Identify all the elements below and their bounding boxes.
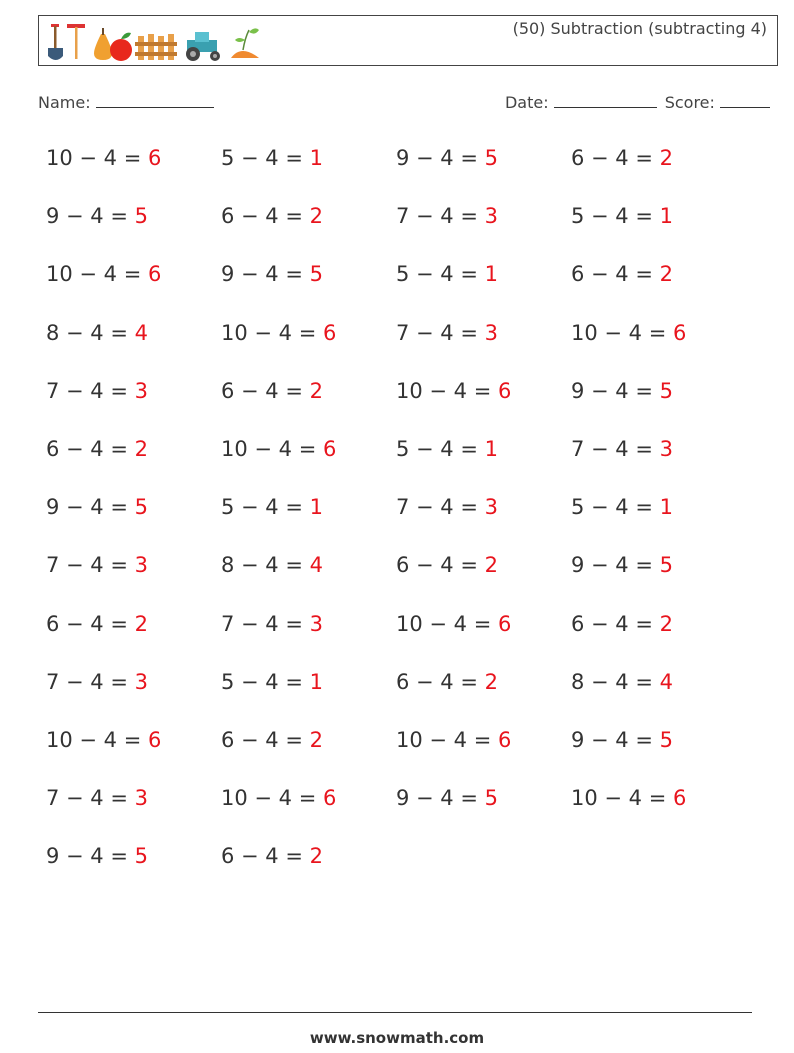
problem-answer: 1 xyxy=(309,146,323,170)
problem-item xyxy=(46,204,148,228)
score-blank[interactable] xyxy=(720,93,770,108)
problem-item xyxy=(46,146,161,170)
problem-answer: 1 xyxy=(484,437,498,461)
problem-answer: 5 xyxy=(134,844,148,869)
problem-question: 5 − 4 = xyxy=(571,495,660,520)
problem-question: 7 − 4 = xyxy=(396,495,485,520)
problem-question: 9 − 4 = xyxy=(571,553,660,578)
problem-answer: 2 xyxy=(659,262,673,287)
footer-divider xyxy=(38,1012,752,1013)
problem-answer: 6 xyxy=(672,320,687,345)
problem-answer: 2 xyxy=(309,378,323,403)
problem-item xyxy=(571,553,673,577)
problem-item xyxy=(46,670,148,694)
problem-question: 9 − 4 = xyxy=(571,378,660,403)
problem-question: 9 − 4 = xyxy=(571,728,660,752)
problem-item xyxy=(571,612,673,636)
problem-question: 7 − 4 = xyxy=(46,553,135,578)
problem-answer: 3 xyxy=(134,669,148,694)
problem-answer: 5 xyxy=(309,262,323,287)
problem-answer: 6 xyxy=(147,262,162,287)
footer-website: www.snowmath.com xyxy=(309,1029,485,1047)
problem-answer: 1 xyxy=(309,495,323,520)
problem-question: 7 − 4 = xyxy=(221,611,310,636)
problem-question: 5 − 4 = xyxy=(396,437,485,461)
problem-question: 7 − 4 = xyxy=(46,378,135,403)
problem-item xyxy=(221,204,323,228)
problem-item xyxy=(221,612,323,636)
problem-item xyxy=(396,612,511,636)
problem-item xyxy=(396,321,498,345)
problem-question: 6 − 4 = xyxy=(46,611,135,636)
problem-item xyxy=(396,786,498,810)
problem-question: 5 − 4 = xyxy=(221,669,310,694)
problem-item xyxy=(396,146,498,170)
problem-question: 7 − 4 = xyxy=(396,320,485,345)
problem-answer: 4 xyxy=(134,320,148,345)
problem-answer: 2 xyxy=(309,844,323,869)
problem-answer: 2 xyxy=(484,553,498,578)
problem-answer: 1 xyxy=(659,204,673,229)
problem-question: 9 − 4 = xyxy=(221,262,310,287)
problem-answer: 6 xyxy=(322,786,337,811)
problem-question: 7 − 4 = xyxy=(46,786,135,811)
problem-item xyxy=(221,670,323,694)
problem-question: 10 − 4 = xyxy=(571,786,673,811)
problem-question: 6 − 4 = xyxy=(221,378,310,403)
problem-item xyxy=(396,204,498,228)
problem-item xyxy=(571,379,673,403)
problem-item xyxy=(46,844,148,868)
problem-item xyxy=(221,553,323,577)
problem-question: 7 − 4 = xyxy=(571,437,660,461)
problem-item xyxy=(571,204,673,228)
problem-question: 10 − 4 = xyxy=(221,320,323,345)
problem-answer: 3 xyxy=(659,437,673,461)
problem-answer: 1 xyxy=(659,495,673,520)
problem-question: 9 − 4 = xyxy=(396,146,485,170)
peach-icon xyxy=(231,28,259,58)
problem-answer: 5 xyxy=(134,204,148,229)
problem-question: 10 − 4 = xyxy=(46,728,148,752)
problem-question: 5 − 4 = xyxy=(221,146,310,170)
problem-answer: 5 xyxy=(659,728,673,752)
problem-item xyxy=(571,437,673,461)
problem-question: 8 − 4 = xyxy=(221,553,310,578)
problem-answer: 6 xyxy=(147,728,162,752)
problem-item xyxy=(571,728,673,752)
problem-answer: 5 xyxy=(659,553,673,578)
tractor-icon xyxy=(186,32,220,61)
problem-question: 10 − 4 = xyxy=(221,437,323,461)
problem-answer: 3 xyxy=(484,495,498,520)
problem-question: 6 − 4 = xyxy=(396,553,485,578)
worksheet-title: (50) Subtraction (subtracting 4) xyxy=(512,19,767,38)
problem-answer: 2 xyxy=(309,204,323,229)
problem-item xyxy=(46,495,148,519)
problem-question: 10 − 4 = xyxy=(396,611,498,636)
date-label: Date: xyxy=(504,93,549,112)
problem-answer: 5 xyxy=(134,495,148,520)
problem-item xyxy=(571,786,686,810)
problem-item xyxy=(46,786,148,810)
name-label: Name: xyxy=(38,93,91,112)
problem-question: 5 − 4 = xyxy=(571,204,660,229)
problem-item xyxy=(396,728,511,752)
problem-question: 6 − 4 = xyxy=(46,437,135,461)
name-blank[interactable] xyxy=(96,93,214,108)
problem-item xyxy=(46,321,148,345)
problem-question: 8 − 4 = xyxy=(571,669,660,694)
problem-answer: 2 xyxy=(134,437,148,461)
problem-question: 9 − 4 = xyxy=(396,786,485,811)
problem-question: 6 − 4 = xyxy=(571,611,660,636)
problem-question: 6 − 4 = xyxy=(571,262,660,287)
problem-answer: 3 xyxy=(134,786,148,811)
problem-question: 6 − 4 = xyxy=(221,204,310,229)
date-blank[interactable] xyxy=(554,93,657,108)
pear-icon xyxy=(94,28,112,60)
problem-answer: 5 xyxy=(484,786,498,811)
date-field xyxy=(505,93,657,112)
problem-answer: 3 xyxy=(134,553,148,578)
problem-question: 5 − 4 = xyxy=(396,262,485,287)
problem-question: 10 − 4 = xyxy=(571,320,673,345)
problem-question: 9 − 4 = xyxy=(46,495,135,520)
problem-answer: 1 xyxy=(309,669,323,694)
date-score-fields xyxy=(505,93,770,112)
problem-answer: 3 xyxy=(484,204,498,229)
problem-item xyxy=(396,553,498,577)
worksheet-header xyxy=(38,15,778,66)
problem-answer: 2 xyxy=(659,146,673,170)
problem-item xyxy=(221,146,323,170)
problem-item xyxy=(221,379,323,403)
problem-answer: 6 xyxy=(322,320,337,345)
problem-question: 10 − 4 = xyxy=(396,728,498,752)
problem-answer: 2 xyxy=(309,728,323,752)
problem-answer: 4 xyxy=(309,553,323,578)
problem-question: 7 − 4 = xyxy=(396,204,485,229)
problem-question: 10 − 4 = xyxy=(46,262,148,287)
rake-icon xyxy=(67,24,85,59)
problem-question: 9 − 4 = xyxy=(46,204,135,229)
problem-answer: 6 xyxy=(322,437,337,461)
problem-question: 7 − 4 = xyxy=(46,669,135,694)
problem-question: 10 − 4 = xyxy=(396,378,498,403)
problem-item xyxy=(221,321,336,345)
problem-answer: 6 xyxy=(497,728,512,752)
problem-question: 6 − 4 = xyxy=(396,669,485,694)
problem-answer: 6 xyxy=(147,146,162,170)
problem-answer: 3 xyxy=(309,611,323,636)
apple-icon xyxy=(110,33,132,61)
problem-answer: 4 xyxy=(659,669,673,694)
name-field xyxy=(38,93,214,112)
problem-answer: 5 xyxy=(659,378,673,403)
problem-question: 10 − 4 = xyxy=(46,146,148,170)
problem-question: 6 − 4 = xyxy=(221,844,310,869)
score-label: Score: xyxy=(664,93,715,112)
problem-item xyxy=(221,728,323,752)
problem-answer: 6 xyxy=(672,786,687,811)
problem-item xyxy=(571,495,673,519)
problem-item xyxy=(221,495,323,519)
problem-item xyxy=(46,553,148,577)
problem-question: 5 − 4 = xyxy=(221,495,310,520)
problem-item xyxy=(396,437,498,461)
problem-item xyxy=(571,670,673,694)
problem-answer: 5 xyxy=(484,146,498,170)
problem-item xyxy=(571,262,673,286)
problem-question: 10 − 4 = xyxy=(221,786,323,811)
problem-answer: 2 xyxy=(659,611,673,636)
problem-answer: 3 xyxy=(484,320,498,345)
problem-item xyxy=(46,379,148,403)
shovel-icon xyxy=(48,24,63,60)
problem-item xyxy=(46,612,148,636)
header-icons xyxy=(43,20,273,64)
problem-item xyxy=(396,495,498,519)
score-field xyxy=(665,93,770,112)
problem-answer: 1 xyxy=(484,262,498,287)
problem-question: 6 − 4 = xyxy=(221,728,310,752)
problem-item xyxy=(221,437,336,461)
problem-item xyxy=(46,728,161,752)
problem-item xyxy=(46,262,161,286)
problem-item xyxy=(221,786,336,810)
problem-question: 6 − 4 = xyxy=(571,146,660,170)
problem-item xyxy=(221,844,323,868)
problem-answer: 6 xyxy=(497,378,512,403)
problem-item xyxy=(396,670,498,694)
problem-question: 8 − 4 = xyxy=(46,320,135,345)
problem-question: 9 − 4 = xyxy=(46,844,135,869)
problem-item xyxy=(571,321,686,345)
problem-item xyxy=(396,379,511,403)
problem-answer: 2 xyxy=(484,669,498,694)
problem-item xyxy=(396,262,498,286)
problem-answer: 3 xyxy=(134,378,148,403)
problem-item xyxy=(571,146,673,170)
problem-item xyxy=(46,437,148,461)
problem-answer: 2 xyxy=(134,611,148,636)
fence-icon xyxy=(135,34,177,60)
problem-item xyxy=(221,262,323,286)
problem-answer: 6 xyxy=(497,611,512,636)
